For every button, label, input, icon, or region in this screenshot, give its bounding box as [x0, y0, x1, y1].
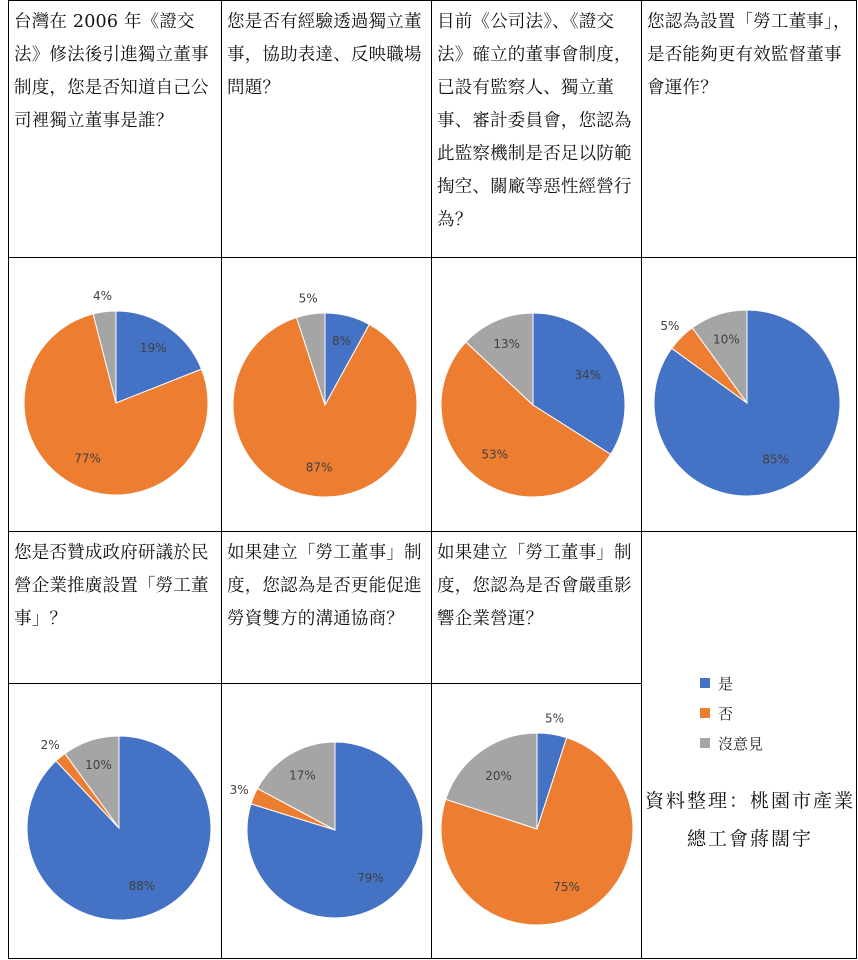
question-3: 目前《公司法》、《證交法》確立的董事會制度，已設有監察人、獨立董事、審計委員會，您認為此監察機制是否足以防範掏空、關廠等惡性經營行為？	[437, 12, 632, 230]
legend-label-no: 否	[718, 704, 734, 723]
legend-swatch-yes	[700, 678, 710, 688]
question-6: 如果建立「勞工董事」制度，您認為是否更能促進勞資雙方的溝通協商？	[227, 543, 422, 629]
pie-1-label-yes: 19%	[139, 341, 167, 356]
legend-item-yes	[700, 668, 763, 698]
legend-item-no	[700, 698, 763, 728]
pie-7-label-yes: 5%	[544, 711, 565, 726]
question-1: 台灣在 2006 年《證交法》修法後引進獨立董事制度，您是否知道自己公司裡獨立董事是誰？	[14, 12, 209, 131]
table-line-v2	[431, 0, 432, 959]
legend-swatch-no	[700, 708, 710, 718]
pie-7-label-none: 20%	[485, 769, 512, 784]
table-line-h2	[8, 531, 857, 532]
pie-6-label-none: 17%	[289, 768, 316, 783]
pie-7-label-no: 75%	[553, 880, 580, 895]
pie-2-label-no: 87%	[305, 460, 333, 475]
pie-3-label-none: 13%	[493, 337, 521, 352]
pie-4-label-none: 10%	[712, 332, 740, 347]
pie-1-label-no: 77%	[74, 451, 101, 466]
pie-2-label-none: 5%	[298, 291, 318, 306]
table-line-v3	[641, 0, 642, 959]
table-line-v1	[221, 0, 222, 959]
legend	[700, 668, 763, 758]
pie-3-label-yes: 34%	[574, 367, 602, 382]
table-border-bottom	[8, 958, 857, 959]
legend-label-yes: 是	[718, 674, 734, 693]
pie-1-label-none: 4%	[92, 288, 113, 303]
pie-4-label-yes: 85%	[762, 452, 790, 467]
source-credit: 資料整理：桃園市產業總工會蔣闊宇	[644, 790, 855, 850]
question-7: 如果建立「勞工董事」制度，您認為是否會嚴重影響企業營運？	[437, 543, 632, 629]
pie-4-label-no: 5%	[660, 318, 680, 333]
pie-5-label-yes: 88%	[128, 879, 156, 894]
pie-3-label-no: 53%	[481, 447, 509, 462]
legend-item-none	[700, 728, 763, 758]
table-line-h1	[8, 257, 857, 258]
table-line-h3	[8, 683, 642, 684]
question-4: 您認為設置「勞工董事」，是否能夠更有效監督董事會運作？	[647, 12, 851, 98]
legend-label-none: 沒意見	[718, 734, 764, 753]
table-border-left	[8, 0, 9, 959]
question-2: 您是否有經驗透過獨立董事，協助表達、反映職場問題？	[227, 12, 422, 98]
pie-6-label-no: 3%	[229, 782, 249, 797]
pie-6-label-yes: 79%	[357, 871, 384, 886]
pie-2-label-yes: 8%	[331, 333, 352, 348]
question-5: 您是否贊成政府研議於民營企業推廣設置「勞工董事」？	[14, 543, 209, 629]
table-border-top	[8, 0, 857, 1]
pie-5-label-none: 10%	[85, 758, 112, 772]
table-border-right	[856, 0, 857, 959]
legend-swatch-none	[700, 738, 710, 748]
pie-5-label-no: 2%	[40, 737, 60, 752]
